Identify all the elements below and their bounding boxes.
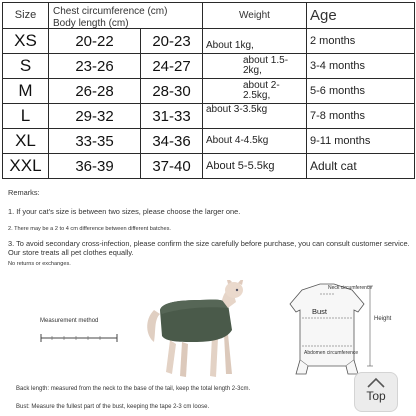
chest-cell: 26-28: [49, 79, 141, 104]
remark-item-1: 1. If your cat's size is between two sizes, please choose the larger one.: [8, 207, 241, 216]
body-cell: 31-33: [141, 104, 203, 129]
weight-cell: About 4-4.5kg: [203, 129, 307, 154]
remark-item-3: 3. To avoid secondary cross-infection, please confirm the size carefully before purchase, you can consult customer service. Our store treats all pet clothes equally.: [8, 239, 410, 257]
header-body: Body length (cm): [53, 18, 129, 29]
garment-measurement-diagram: [272, 282, 402, 378]
age-cell: 9-11 months: [307, 129, 415, 154]
size-row-m: [3, 79, 415, 104]
size-cell: XXL: [3, 154, 49, 179]
back-length-note: Back length: measured from the neck to the base of the tail, keep the total length 2-3cm.: [16, 386, 251, 392]
age-cell: 7-8 months: [307, 104, 415, 129]
weight-cell: about 2-2.5kg,: [203, 79, 307, 104]
header-size: Size: [3, 3, 49, 29]
back-to-top-label: Top: [366, 389, 386, 403]
neck-label: Neck circumference: [328, 285, 373, 291]
size-row-xxl: [3, 154, 415, 179]
header-weight: Weight: [203, 3, 307, 29]
body-cell: 28-30: [141, 79, 203, 104]
size-row-xs: [3, 29, 415, 54]
chest-cell: 20-22: [49, 29, 141, 54]
back-to-top-button[interactable]: [354, 372, 398, 412]
size-row-xl: [3, 129, 415, 154]
chest-cell: 33-35: [49, 129, 141, 154]
header-chest: Chest circumference (cm): [53, 6, 168, 17]
cat-in-garment-photo: [140, 280, 250, 390]
remark-item-2: 2. There may be a 2 to 4 cm difference between different batches.: [8, 226, 171, 232]
chevron-up-icon: [366, 377, 386, 389]
abdomen-label: Abdomen circumference: [304, 350, 359, 356]
size-row-l: [3, 104, 415, 129]
age-cell: Adult cat: [307, 154, 415, 179]
bust-note: Bust: Measure the fullest part of the bust, keeping the tape 2-3 cm loose.: [16, 404, 210, 410]
age-cell: 2 months: [307, 29, 415, 54]
body-cell: 24-27: [141, 54, 203, 79]
weight-cell: About 5-5.5kg: [203, 154, 307, 179]
size-cell: S: [3, 54, 49, 79]
body-cell: 20-23: [141, 29, 203, 54]
size-chart-header-row: [3, 3, 415, 29]
size-cell: XS: [3, 29, 49, 54]
weight-cell: about 1.5-2kg,: [203, 54, 307, 79]
chest-cell: 36-39: [49, 154, 141, 179]
header-chest-body: [49, 3, 203, 29]
measurement-method-label: Measurement method: [40, 318, 99, 324]
remarks-title: Remarks:: [8, 188, 40, 197]
bust-label: Bust: [312, 307, 328, 316]
size-cell: M: [3, 79, 49, 104]
measuring-tape-icon: [40, 331, 118, 345]
size-cell: XL: [3, 129, 49, 154]
size-row-s: [3, 54, 415, 79]
size-cell: L: [3, 104, 49, 129]
height-label: Height: [374, 316, 392, 322]
weight-cell: About 1kg,: [203, 29, 307, 54]
body-cell: 37-40: [141, 154, 203, 179]
age-cell: 3-4 months: [307, 54, 415, 79]
age-cell: 5-6 months: [307, 79, 415, 104]
weight-cell: about 3-3.5kg: [203, 104, 307, 129]
body-cell: 34-36: [141, 129, 203, 154]
remarks-section: [8, 188, 412, 269]
remark-item-4: No returns or exchanges.: [8, 261, 71, 267]
chest-cell: 29-32: [49, 104, 141, 129]
chest-cell: 23-26: [49, 54, 141, 79]
header-age: Age: [307, 3, 415, 29]
size-chart-table: [2, 2, 415, 179]
